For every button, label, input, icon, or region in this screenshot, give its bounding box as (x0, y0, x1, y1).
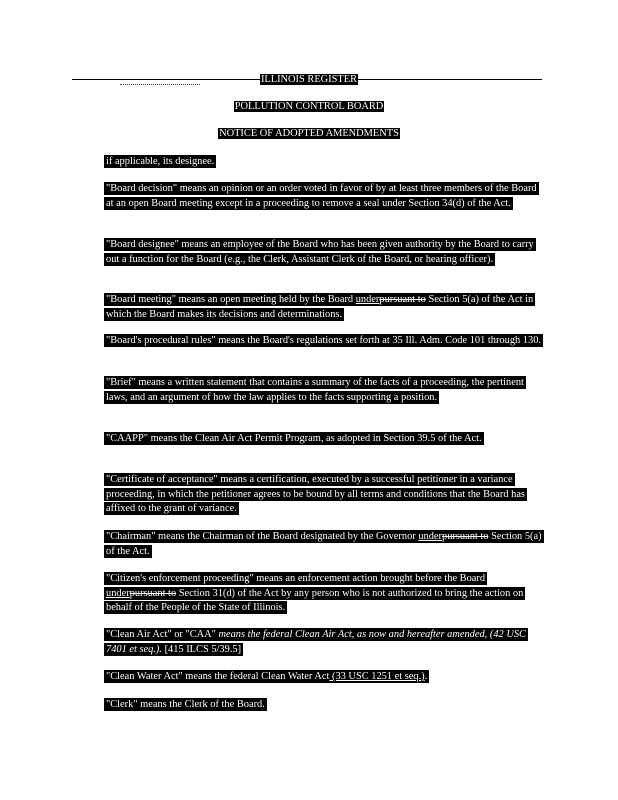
definition-text: "CAAPP" means the Clean Air Act Permit Program, as adopted in Section 39.5 of the Act. (106, 433, 482, 444)
definition-body (104, 572, 525, 614)
notice-title-text: NOTICE OF ADOPTED AMENDMENTS (219, 128, 399, 139)
inserted-text: under (355, 294, 380, 305)
definition-board-designee (104, 238, 544, 267)
definition-text: "Brief" means a written statement that contains a summary of the facts of a proceeding, the pertinent laws, and an argument of how the law applies to the facts supporting a position. (106, 377, 524, 403)
definition-caapp (104, 432, 544, 447)
definition-text: if applicable, its designee. (106, 156, 215, 167)
definition-text: "Board's procedural rules" means the Board's regulations set forth at 35 Ill. Adm. Code 101 through 130. (106, 335, 541, 346)
definition-text: "Board decision" means an opinion or an order voted in favor of by at least three members of the Board at an open Board meeting except in a proceeding to remove a seal under Section 34(d) of the Act. (106, 183, 537, 209)
board-title-text: POLLUTION CONTROL BOARD (234, 101, 384, 112)
definition-text: "Citizen's enforcement proceeding" means an enforcement action brought before the Board (106, 573, 486, 584)
definition-text: "Chairman" means the Chairman of the Board designated by the Governor (106, 531, 419, 542)
inserted-text: under (418, 531, 442, 542)
inserted-text: under (106, 587, 130, 599)
definition-clerk (104, 698, 544, 713)
definition-clean-air-act (104, 628, 544, 657)
register-title-text: ILLINOIS REGISTER (260, 74, 358, 85)
definition-certificate-of-acceptance (104, 473, 544, 517)
definition-body (104, 293, 535, 321)
definition-text: [415 ILCS 5/39.5] (161, 643, 242, 655)
definition-text: "Certificate of acceptance" means a certification, executed by a successful petitioner in a variance proceeding, in which the petitioner agrees to be bound by all terms and conditions that the Board has affixed to the grant of variance. (106, 474, 525, 515)
definition-body (104, 670, 429, 683)
definition-fragment (104, 155, 544, 170)
deleted-text: pursuant to (129, 587, 177, 599)
definition-text: . (424, 671, 428, 682)
definition-citizens-enforcement (104, 572, 544, 616)
definition-text: Section 31(d) of the Act by any person who is not authorized to bring the action on behalf of the People of the State of Illinois. (106, 587, 524, 614)
definition-text: "Clean Water Act" means the federal Clean Water Act (106, 671, 330, 682)
definition-text: "Clerk" means the Clerk of the Board. (106, 699, 265, 710)
definition-clean-water-act (104, 670, 544, 685)
definition-body (104, 530, 544, 558)
definition-board-meeting (104, 293, 544, 322)
statutory-quote: means the federal Clean Air Act, as now and hereafter amended, (42 USC 7401 et seq.). (106, 629, 526, 655)
board-title (0, 101, 618, 113)
definition-text: "Board meeting" means an open meeting held by the Board (106, 294, 356, 305)
notice-title (0, 128, 618, 140)
register-title (0, 74, 618, 86)
inserted-text: (33 USC 1251 et seq.) (329, 671, 425, 682)
definition-procedural-rules (104, 334, 544, 349)
definition-text: "Board designee" means an employee of the Board who has been given authority by the Board to carry out a function for the Board (e.g., the Clerk, Assistant Clerk of the Board, or hearing officer). (106, 239, 534, 265)
deleted-text: pursuant to (442, 531, 489, 542)
definition-body (104, 628, 528, 656)
definition-brief (104, 376, 544, 405)
definition-text: "Clean Air Act" or "CAA" (106, 629, 219, 640)
definition-text: Section 5(a) of the Act in which the Board makes its decisions and determinations. (106, 294, 534, 320)
deleted-text: pursuant to (379, 294, 426, 305)
definition-text: Section 5(a) of the Act. (106, 531, 542, 557)
definition-board-decision (104, 182, 544, 211)
definition-chairman (104, 530, 544, 559)
